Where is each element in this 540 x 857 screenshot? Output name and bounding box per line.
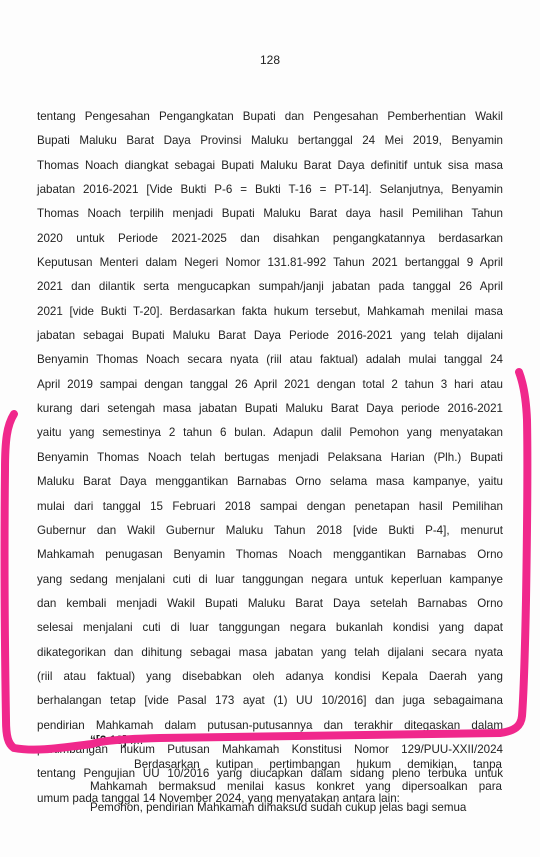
paragraph-line: yang sedang menjalani cuti di luar tanggungan negara untuk keperluan kampanye xyxy=(37,572,503,586)
paragraph-line: dan kembali menjadi Wakil Bupati Maluku Barat Daya setelah Barnabas Orno xyxy=(37,596,503,610)
paragraph-line: Benyamin Thomas Noach secara nyata (riil atau faktual) adalah mulai tanggal 24 xyxy=(37,353,503,367)
paragraph-line: Gubernur dan Wakil Gubernur Maluku Tahun 2018 [vide Bukti P-4], menurut xyxy=(37,523,503,537)
paragraph-line: 2021 [vide Bukti T-20]. Berdasarkan fakta hukum tersebut, Mahkamah menilai masa xyxy=(37,304,503,318)
quote-heading xyxy=(90,733,143,747)
body-paragraph xyxy=(37,108,503,814)
paragraph-line: Thomas Noach terpilih menjadi Bupati Maluku Barat daya hasil Pemilihan Tahun xyxy=(37,207,503,221)
paragraph-line: 2021 dan dilantik serta mengucapkan sumpah/janji jabatan pada tanggal 26 April xyxy=(37,280,503,294)
paragraph-line: umum pada tanggal 14 November 2024, yang menyatakan antara lain: xyxy=(37,791,400,805)
paragraph-line: selesai menjalani cuti di luar tanggungan negara bukanlah kondisi yang dapat xyxy=(37,621,503,635)
paragraph-line: Benyamin Thomas Noach telah bertugas menjadi Pelaksana Harian (Plh.) Bupati xyxy=(37,450,503,464)
paragraph-line: jabatan 2016-2021 [Vide Bukti P-6 = Bukti T-16 = PT-14]. Selanjutnya, Benyamin xyxy=(37,183,503,197)
paragraph-line: kurang dari setengah masa jabatan Bupati Maluku Barat Daya periode 2016-2021 xyxy=(37,402,503,416)
paragraph-line: April 2019 sampai dengan tanggal 26 April 2021 dengan total 2 tahun 3 hari atau xyxy=(37,377,503,391)
paragraph-line: pendirian Mahkamah dalam putusan-putusannya dan terakhir ditegaskan dalam xyxy=(37,718,503,732)
paragraph-line: Bupati Maluku Barat Daya Provinsi Maluku bertanggal 24 Mei 2019, Benyamin xyxy=(37,134,503,148)
paragraph-line: berhalangan tetap [vide Pasal 173 ayat (1) UU 10/2016] dan juga sebagaimana xyxy=(37,694,503,708)
paragraph-line: 2020 untuk Periode 2021-2025 dan disahkan pengangkatannya berdasarkan xyxy=(37,231,503,245)
paragraph-line: jabatan sebagai Bupati Maluku Barat Daya Periode 2016-2021 yang telah dijalani xyxy=(37,329,503,343)
section-number: “[3.13] xyxy=(90,733,127,747)
paragraph-line: Thomas Noach diangkat sebagai Bupati Maluku Barat Daya definitif untuk sisa masa xyxy=(37,158,503,172)
quote-ellipsis: .... xyxy=(126,733,144,747)
paragraph-line: pertimbangan hukum Putusan Mahkamah Konstitusi Nomor 129/PUU-XXII/2024 xyxy=(37,742,503,756)
paragraph-line: (riil atau faktual) yang disebabkan oleh adanya kondisi Kepala Daerah yang xyxy=(37,669,503,683)
quote-line: Berdasarkan kutipan pertimbangan hukum demikian, tanpa xyxy=(134,758,502,771)
paragraph-line: tentang Pengujian UU 10/2016 yang diucapkan dalam sidang pleno terbuka untuk xyxy=(37,767,503,781)
paragraph-line: Keputusan Menteri dalam Negeri Nomor 131.81-992 Tahun 2021 bertanggal 9 April xyxy=(37,256,503,270)
quote-paragraph xyxy=(90,756,502,821)
paragraph-line: mulai dari tanggal 15 Februari 2018 sampai dengan penetapan hasil Pemilihan xyxy=(37,499,503,513)
paragraph-line: tentang Pengesahan Pengangkatan Bupati dan Pengesahan Pemberhentian Wakil xyxy=(37,110,503,123)
paragraph-line: yaitu yang semestinya 2 tahun 6 bulan. Adapun dalil Pemohon yang menyatakan xyxy=(37,426,503,440)
paragraph-line: Mahkamah penugasan Benyamin Thomas Noach menggantikan Barnabas Orno xyxy=(37,548,503,562)
quote-line: Mahkamah bermaksud menilai kasus konkret yang dipersoalkan para xyxy=(90,779,502,793)
page-number: 128 xyxy=(259,53,281,67)
paragraph-line: Maluku Barat Daya menggantikan Barnabas Orno selama masa kampanye, yaitu xyxy=(37,475,503,489)
quote-line: Pemohon, pendirian Mahkamah dimaksud sudah cukup jelas bagi semua xyxy=(90,801,467,815)
paragraph-line: dikategorikan dan dihitung sebagai masa jabatan yang telah dijalani secara nyata xyxy=(37,645,503,659)
